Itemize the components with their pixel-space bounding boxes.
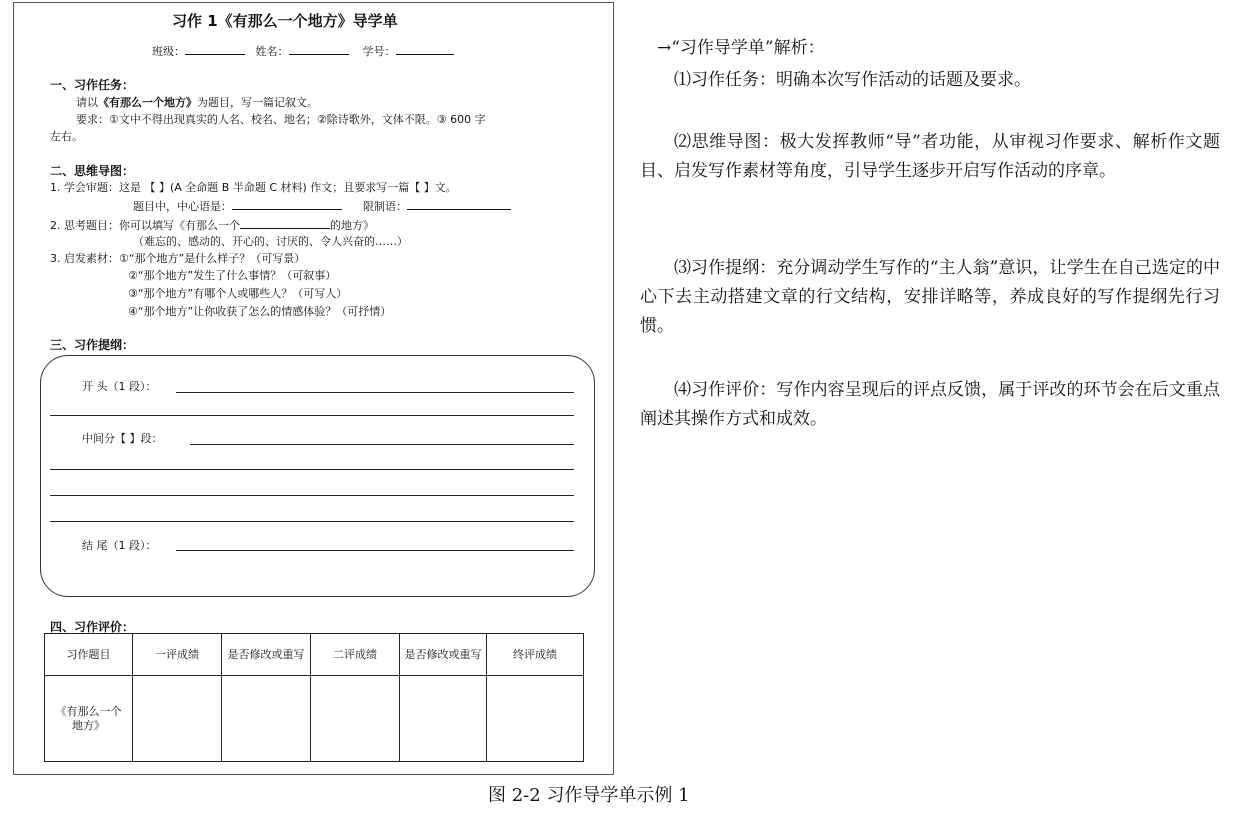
outline-middle-label: 中间分【 】段：: [82, 432, 163, 445]
section1-heading: 一、习作任务：: [50, 78, 135, 92]
outline-middle-line: [190, 444, 574, 445]
section2-item2a-pre: 2. 思考题目：你可以填写《有那么一个: [50, 219, 240, 232]
score-cell: [311, 676, 400, 762]
score-cell: [487, 676, 584, 762]
section1-line1-bold: 《有那么一个地方》: [98, 96, 197, 109]
worksheet-title: 习作 1《有那么一个地方》导学单: [172, 12, 398, 30]
table-header-cell: 是否修改或重写: [400, 634, 487, 676]
figure-caption: 图 2-2 习作导学单示例 1: [488, 785, 690, 806]
commentary-p3: ⑶习作提纲：充分调动学生写作的“主人翁”意识，让学生在自己选定的中心下去主动搭建文章的行文结构，安排详略等，养成良好的写作提纲先行习惯。: [640, 258, 1220, 336]
section2-item2a: [50, 217, 374, 233]
section1-line1-post: 为题目，写一篇记叙文。: [197, 96, 318, 109]
section1-line1-pre: 请以: [76, 96, 98, 109]
limit-word-blank: [407, 198, 511, 210]
section1-line3: 左右。: [50, 130, 83, 143]
center-word-blank: [232, 198, 342, 210]
limit-word-label: 限制语：: [362, 200, 407, 213]
outline-start-line: [176, 392, 574, 393]
table-header-cell: 二评成绩: [311, 634, 400, 676]
section2-item1a: 1. 学会审题：这是 【 】(A 全命题 B 半命题 C 材料) 作文；且要求写一篇【 】文。: [50, 181, 457, 194]
outline-line: [50, 469, 574, 470]
info-line: [152, 43, 454, 59]
table-header-cell: 终评成绩: [487, 634, 584, 676]
class-label: 班级：: [152, 45, 185, 58]
outline-line: [50, 415, 574, 416]
evaluation-table: [44, 633, 584, 762]
class-blank: [185, 43, 245, 55]
section2-item2b: （难忘的、感动的、开心的、讨厌的、令人兴奋的……）: [133, 235, 408, 248]
id-blank: [396, 43, 454, 55]
section2-item3a: 3. 启发素材：①“那个地方”是什么样子？（可写景）: [50, 252, 306, 265]
section1-line2: 要求：①文中不得出现真实的人名、校名、地名；②除诗歌外，文体不限。③ 600 字: [76, 113, 486, 126]
section2-item1b: [133, 198, 511, 214]
section2-item3d: ④“那个地方”让你收获了怎么的情感体验？（可抒情）: [128, 305, 392, 318]
section3-heading: 三、习作提纲：: [50, 338, 135, 352]
id-label: 学号：: [362, 45, 396, 58]
section2-item2a-post: 的地方》: [330, 219, 374, 232]
table-header-cell: 一评成绩: [133, 634, 222, 676]
name-blank: [289, 43, 349, 55]
commentary-p2: ⑵思维导图：极大发挥教师“导”者功能，从审视习作要求、解析作文题目、启发写作素材等角度，引导学生逐步开启写作活动的序章。: [640, 132, 1220, 181]
center-word-label: 题目中，中心语是：: [133, 200, 232, 213]
section2-item3b: ②“那个地方”发生了什么事情？（可叙事）: [128, 269, 337, 282]
score-cell: [133, 676, 222, 762]
section2-heading: 二、思维导图：: [50, 164, 135, 178]
outline-end-line: [176, 550, 574, 551]
table-header-cell: 习作题目: [45, 634, 133, 676]
table-header-row: [45, 634, 584, 676]
revise-cell: [222, 676, 311, 762]
table-header-cell: 是否修改或重写: [222, 634, 311, 676]
outline-line: [50, 521, 574, 522]
outline-line: [50, 495, 574, 496]
name-label: 姓名：: [255, 45, 289, 58]
commentary-intro: →“习作导学单”解析：: [657, 38, 825, 58]
outline-start-label: 开 头（1 段）：: [82, 380, 157, 393]
commentary-p4: ⑷习作评价：写作内容呈现后的评点反馈，属于评改的环节会在后文重点阐述其操作方式和成效。: [640, 380, 1220, 429]
table-row: [45, 676, 584, 762]
outline-end-label: 结 尾（1 段）：: [82, 539, 157, 552]
section1-line1: [76, 96, 318, 110]
section2-item3c: ③“那个地方”有哪个人或哪些人？（可写人）: [128, 287, 348, 300]
place-blank: [240, 217, 330, 229]
table-title-cell: 《有那么一个地方》: [45, 676, 133, 762]
section4-heading: 四、习作评价：: [50, 620, 135, 634]
revise-cell: [400, 676, 487, 762]
commentary-p1: ⑴习作任务：明确本次写作活动的话题及要求。: [674, 70, 1031, 90]
